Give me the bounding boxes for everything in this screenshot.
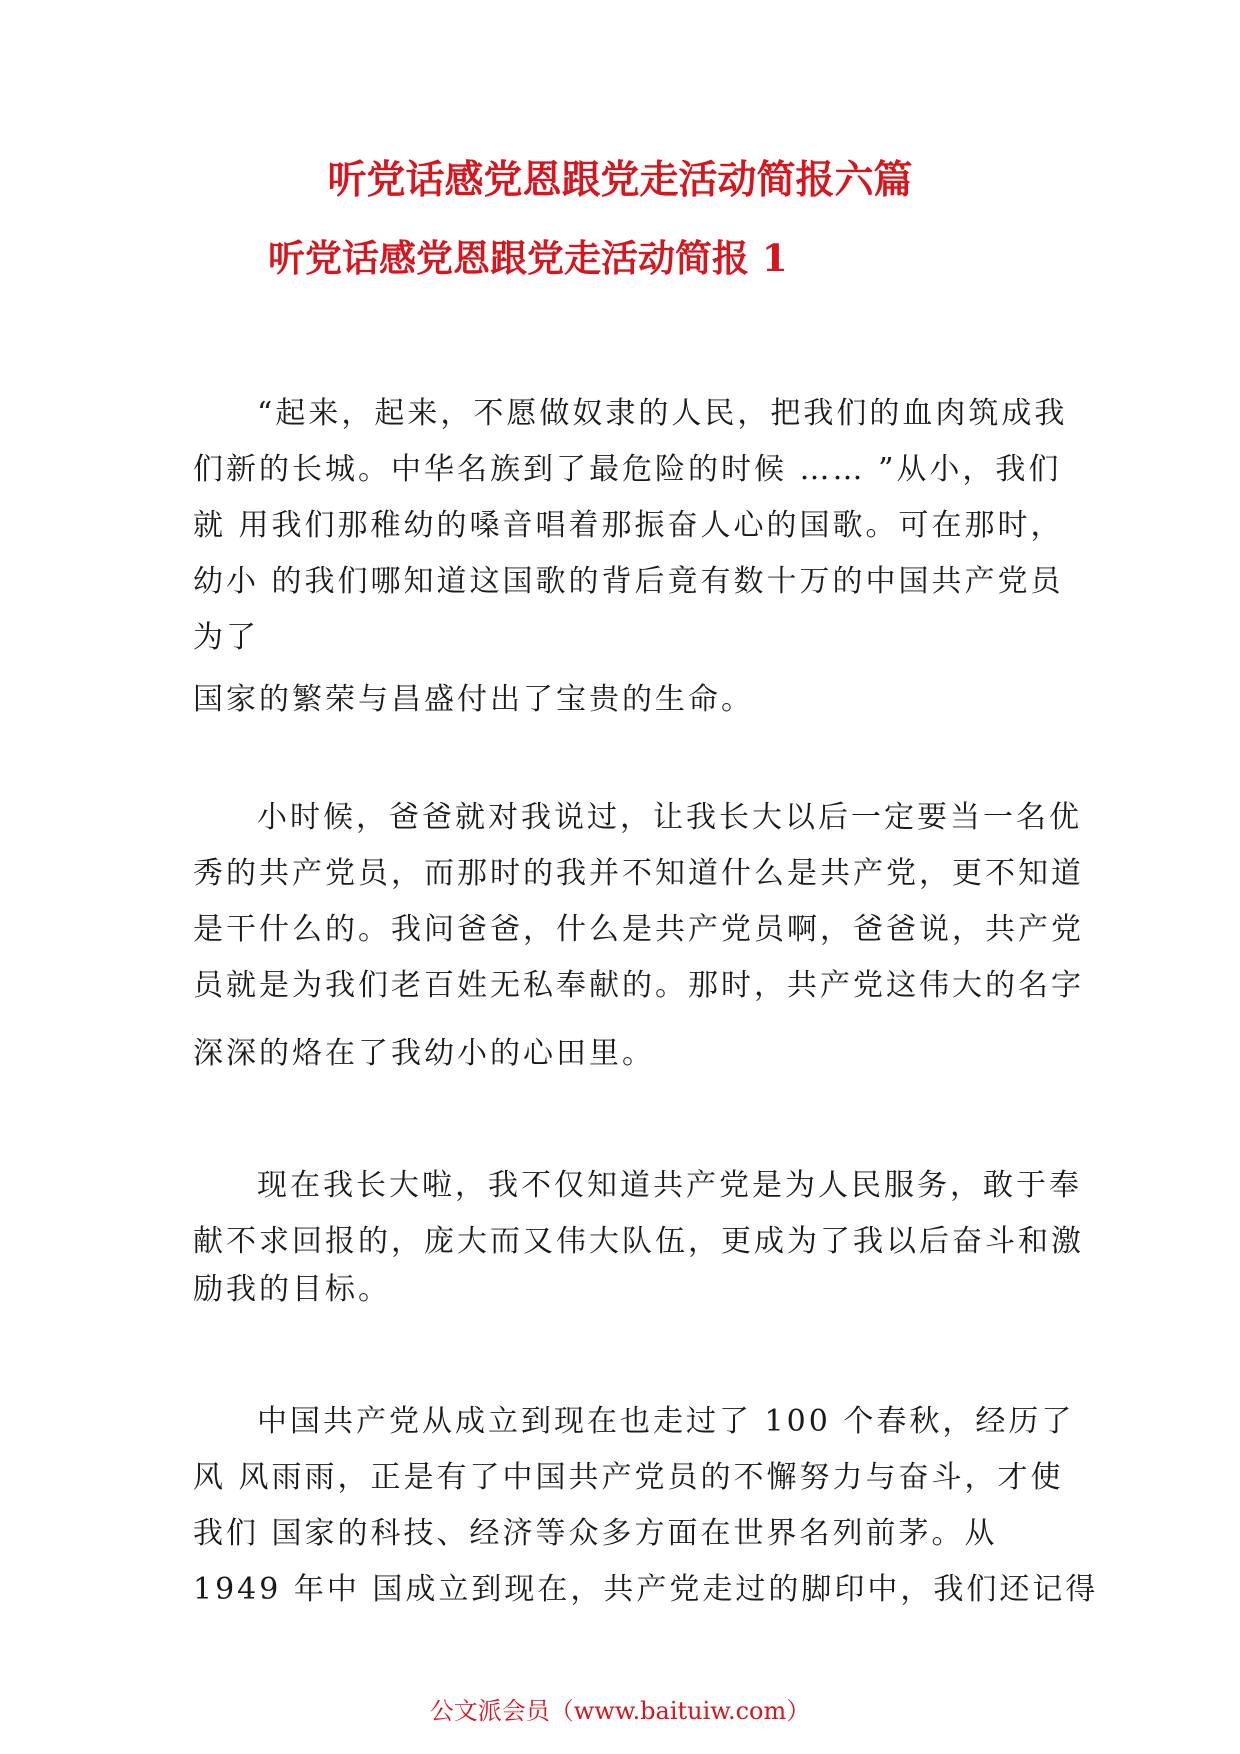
paragraph-line: 深深的烙在了我幼小的心田里。 xyxy=(193,1036,655,1071)
paragraph-line: 幼小 的我们哪知道这国歌的背后竟有数十万的中国共产党员 xyxy=(193,564,1064,599)
paragraph-line: 小时候，爸爸就对我说过，让我长大以后一定要当一名优 xyxy=(257,800,1082,835)
section-heading: 听党话感党恩跟党走活动简报 1 xyxy=(268,236,788,280)
paragraph-line: 中国共产党从成立到现在也走过了 100 个春秋，经历了 xyxy=(257,1404,1075,1439)
paragraph-line: 励我的目标。 xyxy=(193,1272,391,1307)
paragraph-line: 为了 xyxy=(193,620,259,655)
paragraph-1 xyxy=(193,386,1068,666)
paragraph-line: 是干什么的。我问爸爸，什么是共产党员啊，爸爸说，共产党 xyxy=(193,912,1084,947)
paragraph-line: 国家的繁荣与昌盛付出了宝贵的生命。 xyxy=(193,682,754,717)
paragraph-line: 们新的长城。中华名族到了最危险的时候 …… ”从小，我们 xyxy=(193,452,1062,487)
paragraph-line: 献不求回报的，庞大而又伟大队伍，更成为了我以后奋斗和激 xyxy=(193,1224,1084,1259)
paragraph-line: 我们 国家的科技、经济等众多方面在世界名列前茅。从 xyxy=(193,1516,998,1551)
page-footer: 公文派会员（www.baituiw.com） xyxy=(429,1697,811,1725)
paragraph-line: 员就是为我们老百姓无私奉献的。那时，共产党这伟大的名字 xyxy=(193,968,1084,1003)
paragraph-3 xyxy=(193,790,1084,1014)
document-title: 听党话感党恩跟党走活动简报六篇 xyxy=(327,157,913,203)
paragraph-6 xyxy=(193,1262,1063,1318)
paragraph-line: 风 风雨雨，正是有了中国共产党员的不懈努力与奋斗，才使 xyxy=(193,1460,1064,1495)
paragraph-line: 就 用我们那稚幼的嗓音唱着那振奋人心的国歌。可在那时， xyxy=(193,508,1064,543)
paragraph-line: 1949 年中 国成立到现在，共产党走过的脚印中，我们还记得 xyxy=(193,1572,1099,1607)
paragraph-line: 现在我长大啦，我不仅知道共产党是为人民服务，敢于奉 xyxy=(257,1168,1082,1203)
paragraph-4 xyxy=(193,1026,1063,1082)
paragraph-2 xyxy=(193,672,1063,728)
paragraph-line: 秀的共产党员，而那时的我并不知道什么是共产党，更不知道 xyxy=(193,856,1084,891)
paragraph-line: “起来，起来，不愿做奴隶的人民，把我们的血肉筑成我 xyxy=(257,396,1068,431)
paragraph-7 xyxy=(193,1394,1099,1618)
paragraph-5 xyxy=(193,1158,1084,1270)
